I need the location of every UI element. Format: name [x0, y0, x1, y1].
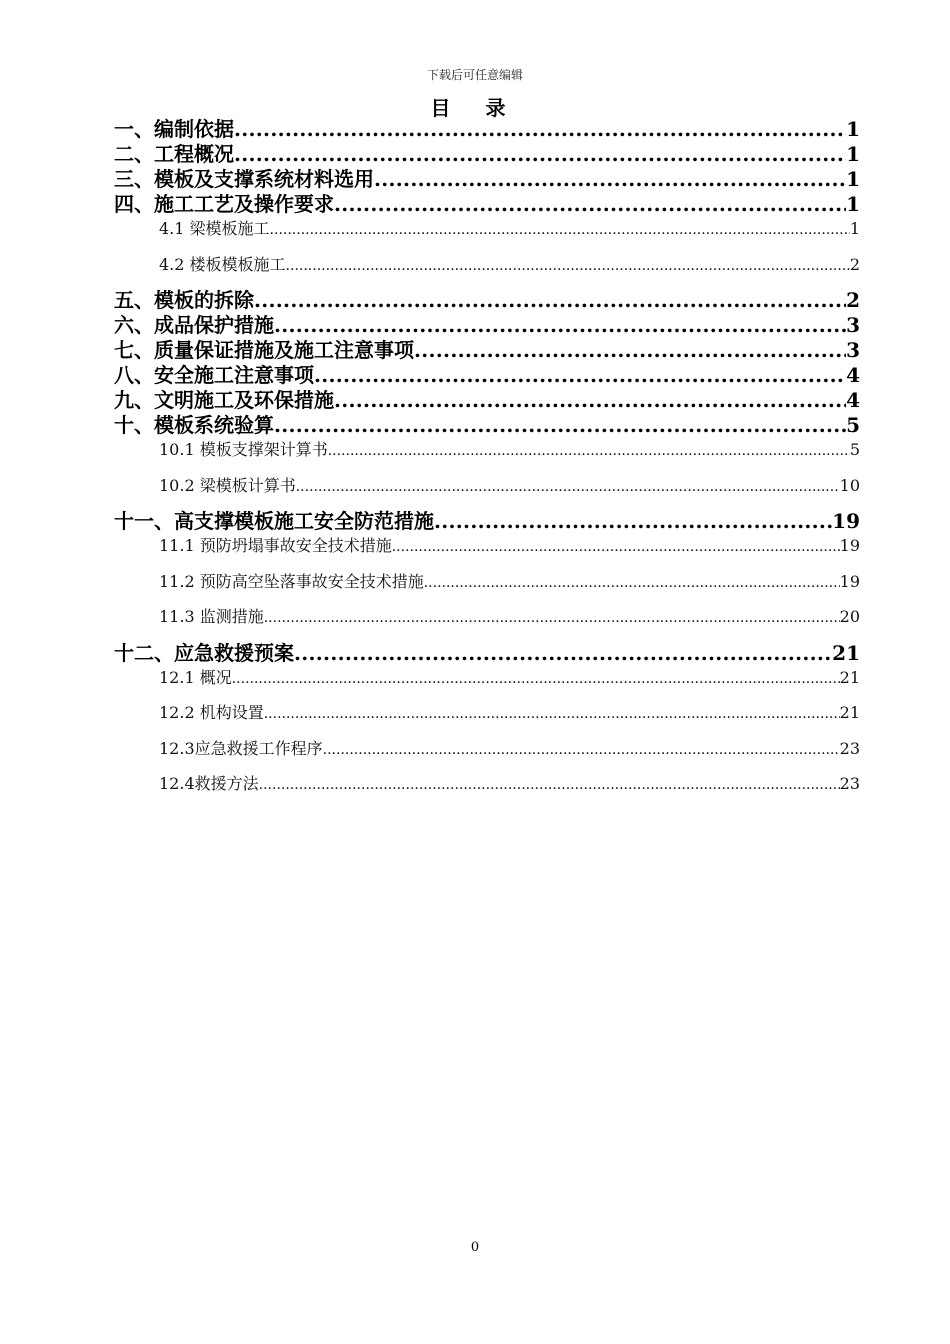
- toc-entry-page: 19: [839, 571, 860, 591]
- toc-entry-chapter[interactable]: [114, 641, 860, 666]
- toc-entry-page: 1: [846, 117, 860, 141]
- toc-entry-page: 2: [849, 254, 860, 274]
- toc-entry-section[interactable]: [114, 474, 860, 510]
- dot-leader: [334, 192, 846, 217]
- toc-entry-title: 11.2 预防高空坠落事故安全技术措施: [159, 571, 424, 591]
- toc-entry-chapter[interactable]: [114, 338, 860, 363]
- dot-leader: [424, 571, 840, 595]
- toc-entry-page: 1: [849, 219, 860, 238]
- toc-entry-title: 4.1 梁模板施工: [159, 219, 270, 238]
- toc-entry-title: 12.4救援方法: [159, 774, 259, 793]
- toc-entry-chapter[interactable]: [114, 167, 860, 192]
- toc-entry-chapter[interactable]: [114, 363, 860, 388]
- toc-entry-chapter[interactable]: [114, 288, 860, 313]
- header-note: 下载后可任意编辑: [426, 68, 523, 82]
- toc-entry-chapter[interactable]: [114, 413, 860, 438]
- dot-leader: [259, 773, 840, 797]
- toc-entry-page: 19: [839, 536, 860, 555]
- dot-leader: [232, 667, 840, 691]
- toc-entry-page: 2: [846, 288, 860, 312]
- toc-entry-section[interactable]: [114, 772, 860, 808]
- dot-leader: [328, 439, 850, 463]
- toc-entry-chapter[interactable]: [114, 509, 860, 534]
- toc-entry-page: 21: [839, 703, 860, 722]
- toc-entry-page: 1: [846, 167, 860, 191]
- toc-entry-title: 九、文明施工及环保措施: [114, 388, 334, 412]
- toc-entry-chapter[interactable]: [114, 117, 860, 142]
- toc-entry-page: 20: [839, 607, 860, 626]
- toc-entry-page: 3: [846, 338, 860, 362]
- toc-entry-title: 4.2 楼板模板施工: [159, 254, 286, 274]
- toc-entry-title: 五、模板的拆除: [114, 288, 254, 312]
- toc-entry-title: 10.2 梁模板计算书: [159, 475, 296, 495]
- toc-entry-section[interactable]: [114, 666, 860, 702]
- toc-entry-page: 5: [846, 413, 860, 437]
- toc-entry-section[interactable]: [114, 253, 860, 289]
- dot-leader: [314, 363, 846, 388]
- toc-entry-page: 4: [846, 363, 860, 387]
- toc-title: 目 录: [430, 96, 520, 120]
- toc-entry-page: 23: [839, 774, 860, 793]
- dot-leader: [274, 313, 846, 338]
- toc-entry-chapter[interactable]: [114, 192, 860, 217]
- toc-entry-page: 10: [839, 475, 860, 495]
- toc-entry-page: 1: [846, 142, 860, 166]
- toc-entry-title: 12.3应急救援工作程序: [159, 738, 323, 758]
- dot-leader: [270, 218, 850, 242]
- dot-leader: [286, 254, 850, 278]
- dot-leader: [264, 606, 840, 630]
- toc-entry-title: 12.2 机构设置: [159, 703, 264, 722]
- table-of-contents: [114, 117, 860, 808]
- toc-entry-section[interactable]: [114, 438, 860, 474]
- dot-leader: [234, 117, 846, 142]
- toc-entry-title: 八、安全施工注意事项: [114, 363, 314, 387]
- toc-entry-title: 七、质量保证措施及施工注意事项: [114, 338, 414, 362]
- toc-entry-page: 4: [846, 388, 860, 412]
- toc-entry-title: 一、编制依据: [114, 117, 234, 141]
- dot-leader: [323, 738, 840, 762]
- toc-entry-title: 10.1 模板支撑架计算书: [159, 440, 328, 459]
- toc-entry-page: 5: [849, 440, 860, 459]
- dot-leader: [374, 167, 846, 192]
- toc-entry-page: 3: [846, 313, 860, 337]
- dot-leader: [392, 535, 840, 559]
- page-number: 0: [470, 1240, 480, 1255]
- toc-entry-title: 11.1 预防坍塌事故安全技术措施: [159, 536, 392, 555]
- toc-entry-title: 六、成品保护措施: [114, 313, 274, 337]
- toc-entry-page: 21: [832, 640, 860, 665]
- toc-entry-title: 十二、应急救援预案: [114, 640, 294, 665]
- dot-leader: [274, 413, 846, 438]
- toc-entry-page: 19: [832, 509, 860, 533]
- toc-entry-section[interactable]: [114, 570, 860, 606]
- toc-entry-chapter[interactable]: [114, 313, 860, 338]
- dot-leader: [296, 475, 840, 499]
- toc-entry-section[interactable]: [114, 534, 860, 570]
- toc-entry-title: 十一、高支撑模板施工安全防范措施: [114, 509, 434, 533]
- dot-leader: [234, 142, 846, 167]
- toc-entry-section[interactable]: [114, 605, 860, 641]
- toc-entry-chapter[interactable]: [114, 388, 860, 413]
- dot-leader: [294, 641, 832, 666]
- toc-entry-title: 十、模板系统验算: [114, 413, 274, 437]
- toc-entry-page: 21: [839, 667, 860, 687]
- toc-entry-title: 三、模板及支撑系统材料选用: [114, 167, 374, 191]
- dot-leader: [264, 702, 840, 726]
- toc-entry-page: 1: [846, 192, 860, 216]
- dot-leader: [414, 338, 846, 363]
- dot-leader: [254, 288, 846, 313]
- toc-entry-chapter[interactable]: [114, 142, 860, 167]
- dot-leader: [434, 509, 832, 534]
- toc-entry-section[interactable]: [114, 217, 860, 253]
- toc-entry-page: 23: [839, 738, 860, 758]
- toc-entry-title: 二、工程概况: [114, 142, 234, 166]
- toc-entry-title: 12.1 概况: [159, 667, 232, 687]
- toc-entry-section[interactable]: [114, 701, 860, 737]
- toc-entry-title: 四、施工工艺及操作要求: [114, 192, 334, 216]
- toc-entry-section[interactable]: [114, 737, 860, 773]
- dot-leader: [334, 388, 846, 413]
- toc-entry-title: 11.3 监测措施: [159, 607, 264, 626]
